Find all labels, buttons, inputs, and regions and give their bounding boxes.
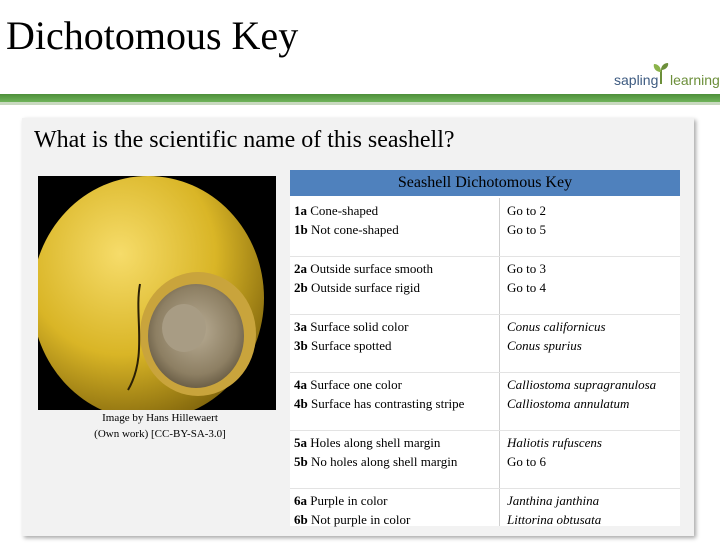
key-results	[507, 491, 677, 529]
option-b: 3b Surface spotted	[294, 338, 392, 353]
key-options	[294, 317, 494, 355]
sapling-learning-logo	[614, 62, 718, 90]
brand-word-learning: learning	[670, 72, 720, 88]
option-b: 4b Surface has contrasting stripe	[294, 396, 465, 411]
result-a: Janthina janthina	[507, 493, 600, 508]
key-results	[507, 317, 677, 355]
dichotomous-key-table	[290, 198, 680, 526]
key-results	[507, 201, 677, 239]
result-a: Calliostoma supragranulosa	[507, 377, 657, 392]
key-title: Seashell Dichotomous Key	[290, 170, 680, 198]
option-b: 2b Outside surface rigid	[294, 280, 421, 295]
key-options	[294, 433, 494, 471]
header-band	[0, 94, 720, 102]
option-b: 6b Not purple in color	[294, 512, 411, 527]
slide-title: Dichotomous Key	[6, 13, 299, 58]
key-options	[294, 201, 494, 239]
option-a: 5a Holes along shell margin	[294, 435, 441, 450]
key-row	[290, 256, 680, 314]
option-a: 3a Surface solid color	[294, 319, 409, 334]
key-row	[290, 488, 680, 546]
seashell-illustration	[38, 176, 276, 410]
question-text: What is the scientific name of this seashell?	[34, 127, 455, 153]
option-a: 1a Cone-shaped	[294, 203, 379, 218]
image-credit	[60, 410, 260, 442]
result-b: Conus spurius	[507, 338, 582, 353]
result-b: Go to 5	[507, 222, 546, 237]
credit-license: (Own work) [CC-BY-SA-3.0]	[94, 428, 226, 440]
key-options	[294, 375, 494, 413]
brand-word-sapling: sapling	[614, 72, 659, 88]
key-results	[507, 433, 677, 471]
result-a: Conus californicus	[507, 319, 606, 334]
option-a: 4a Surface one color	[294, 377, 402, 392]
option-b: 5b No holes along shell margin	[294, 454, 458, 469]
result-a: Go to 2	[507, 203, 546, 218]
key-row	[290, 372, 680, 430]
result-b: Go to 6	[507, 454, 546, 469]
key-options	[294, 491, 494, 529]
result-a: Go to 3	[507, 261, 546, 276]
key-row	[290, 314, 680, 372]
key-results	[507, 259, 677, 297]
credit-author: Image by Hans Hillewaert	[102, 412, 218, 424]
seashell-photo	[38, 176, 276, 410]
option-a: 6a Purple in color	[294, 493, 388, 508]
result-a: Haliotis rufuscens	[507, 435, 602, 450]
option-a: 2a Outside surface smooth	[294, 261, 434, 276]
key-row	[290, 198, 680, 256]
result-b: Calliostoma annulatum	[507, 396, 630, 411]
key-results	[507, 375, 677, 413]
option-b: 1b Not cone-shaped	[294, 222, 399, 237]
result-b: Littorina obtusata	[507, 512, 602, 527]
key-row	[290, 430, 680, 488]
header-band-shadow	[0, 102, 720, 105]
result-b: Go to 4	[507, 280, 546, 295]
key-options	[294, 259, 494, 297]
